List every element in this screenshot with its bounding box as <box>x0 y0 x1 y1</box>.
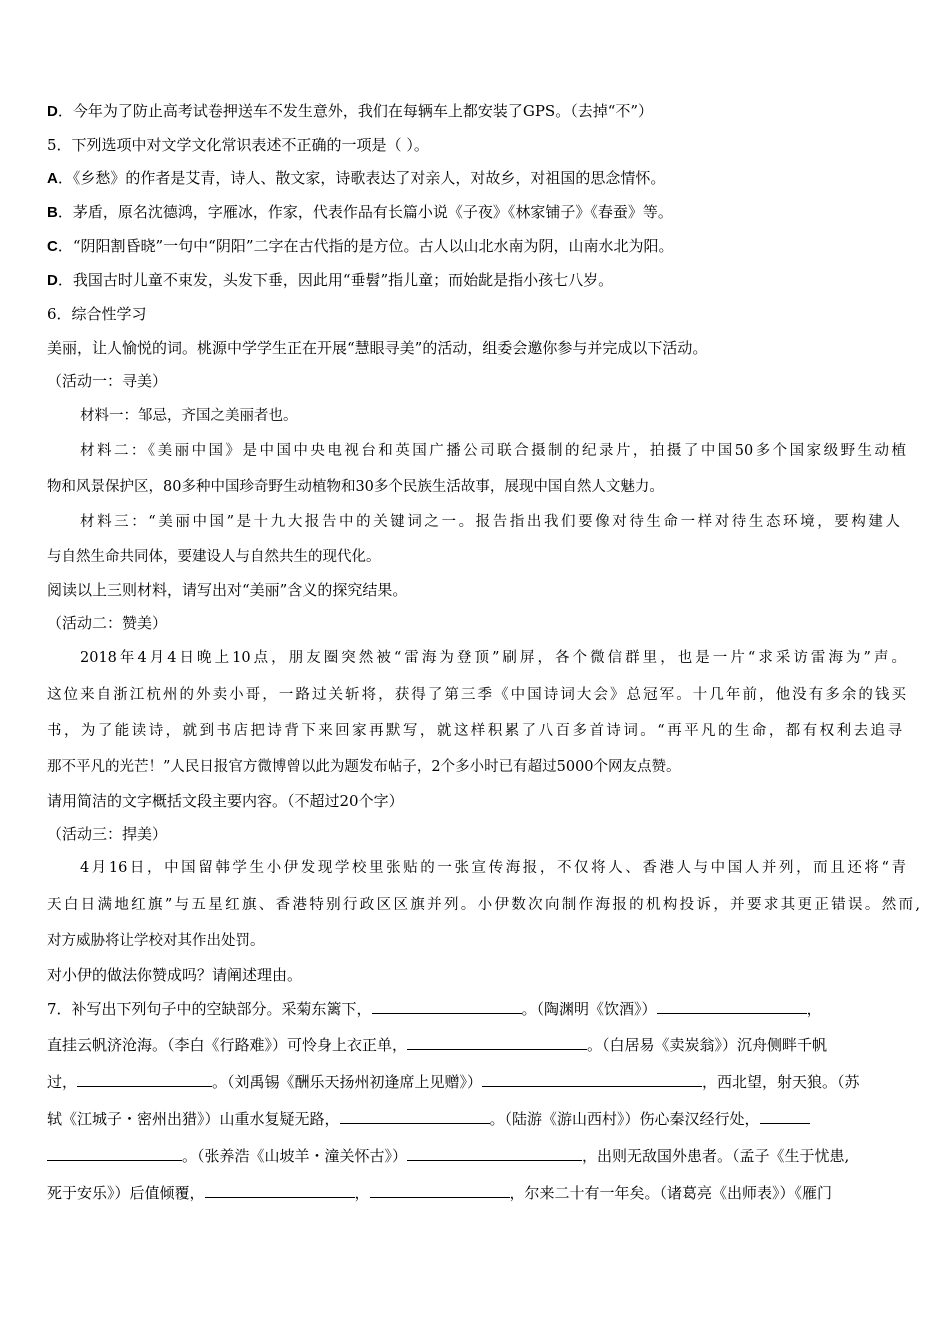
passage-3-line-1: 4月16日，中国留韩学生小伊发现学校里张贴的一张宣传海报，不仅将人、香港人与中国人并列，而且还将“青 <box>80 860 906 876</box>
q7-line-5: 。（张养浩《山坡羊・潼关怀古》） ，出则无敌国外患者。（孟子《生于忧患, <box>47 1145 920 1167</box>
passage-3-line-3: 对方威胁将让学校对其作出处罚。 <box>47 933 265 949</box>
blank[interactable] <box>372 999 522 1014</box>
activity-3-heading: （活动三：捍美） <box>47 825 168 843</box>
blank[interactable] <box>205 1183 355 1198</box>
blank[interactable] <box>370 1183 510 1198</box>
q7-line-4: 轼《江城子・密州出猎》）山重水复疑无路， 。（陆游《游山西村》）伤心秦汉经行处， <box>47 1108 920 1130</box>
passage-2-line-4: 那不平凡的光芒！”人民日报官方微博曾以此为题发布帖子，2个多小时已有超过5000个网友点赞。 <box>47 759 681 775</box>
material-2-line-1: 材料二：《美丽中国》是中国中央电视台和英国广播公司联合摄制的纪录片，拍摄了中国50多个国家级野生动植 <box>80 443 906 459</box>
blank[interactable] <box>760 1109 810 1124</box>
activity-3-question: 对小伊的做法你赞成吗？请阐述理由。 <box>47 966 303 984</box>
q6-stem: 6．综合性学习 <box>47 305 147 323</box>
blank[interactable] <box>407 1146 582 1161</box>
q6-intro: 美丽，让人愉悦的词。桃源中学学生正在开展“慧眼寻美”的活动，组委会邀你参与并完成以下活动。 <box>47 339 708 357</box>
activity-2-heading: （活动二：赞美） <box>47 614 168 632</box>
q5-option-b: B．茅盾，原名沈德鸿，字雁冰，作家，代表作品有长篇小说《子夜》《林家铺子》《春蚕》等。 <box>47 203 673 221</box>
blank[interactable] <box>407 1035 587 1050</box>
blank[interactable] <box>77 1072 212 1087</box>
q5-stem: 5．下列选项中对文学文化常识表述不正确的一项是（ ）。 <box>47 136 429 154</box>
q5-option-c: C．“阴阳割昏晓”一句中“阴阳”二字在古代指的是方位。古人以山北水南为阴，山南水北为阳。 <box>47 237 674 255</box>
q7-line-2: 直挂云帆济沧海。（李白《行路难》）可怜身上衣正单， 。（白居易《卖炭翁》）沉舟侧畔千帆 <box>47 1036 828 1054</box>
blank[interactable] <box>657 999 807 1014</box>
q7-line-6: 死于安乐》）后值倾覆， ， ，尔来二十有一年矣。（诸葛亮《出师表》）《雁门 <box>47 1184 833 1202</box>
activity-1-question: 阅读以上三则材料，请写出对“美丽”含义的探究结果。 <box>47 581 408 599</box>
material-3-line-2: 与自然生命共同体，要建设人与自然共生的现代化。 <box>47 549 381 565</box>
material-3-line-1: 材料三：“美丽中国”是十九大报告中的关键词之一。报告指出我们要像对待生命一样对待生态环境，要构建人 <box>80 514 900 530</box>
activity-2-question: 请用简洁的文字概括文段主要内容。（不超过20个字） <box>47 792 404 810</box>
q4-option-d: D．今年为了防止高考试卷押送车不发生意外，我们在每辆车上都安装了GPS。（去掉“不”） <box>47 102 654 120</box>
blank[interactable] <box>340 1109 490 1124</box>
material-2-line-2: 物和风景保护区，80多种中国珍奇野生动植物和30多个民族生活故事，展现中国自然人文魅力。 <box>47 479 664 495</box>
passage-2-line-3: 书，为了能读诗，就到书店把诗背下来回家再默写，就这样积累了八百多首诗词。“再平凡的生命，都有权利去追寻 <box>47 723 902 739</box>
material-1: 材料一：邹忌，齐国之美丽者也。 <box>80 408 298 424</box>
passage-2-line-2: 这位来自浙江杭州的外卖小哥，一路过关斩将，获得了第三季《中国诗词大会》总冠军。十几年前，他没有多余的钱买 <box>47 687 906 703</box>
blank[interactable] <box>482 1072 702 1087</box>
q5-option-a: A．《乡愁》的作者是艾青，诗人、散文家，诗歌表达了对亲人，对故乡，对祖国的思念情怀。 <box>47 169 666 187</box>
blank[interactable] <box>47 1146 182 1161</box>
q7-line-1: 7．补写出下列句子中的空缺部分。采菊东篱下， 。（陶渊明《饮酒》） ， <box>47 1000 822 1018</box>
passage-3-line-2: 天白日满地红旗”与五星红旗、香港特别行政区区旗并列。小伊数次向制作海报的机构投诉，并要求其更正错误。然而, <box>47 897 920 913</box>
activity-1-heading: （活动一：寻美） <box>47 372 168 390</box>
q5-option-d: D．我国古时儿童不束发，头发下垂，因此用“垂髫”指儿童；而始龀是指小孩七八岁。 <box>47 271 614 289</box>
q7-line-3: 过， 。（刘禹锡《酬乐天扬州初逢席上见赠》） ，西北望，射天狼。（苏 <box>47 1073 860 1091</box>
passage-2-line-1: 2018年4月4日晚上10点，朋友圈突然被“雷海为登顶”刷屏，各个微信群里，也是一片“求采访雷海为”声。 <box>80 650 906 666</box>
